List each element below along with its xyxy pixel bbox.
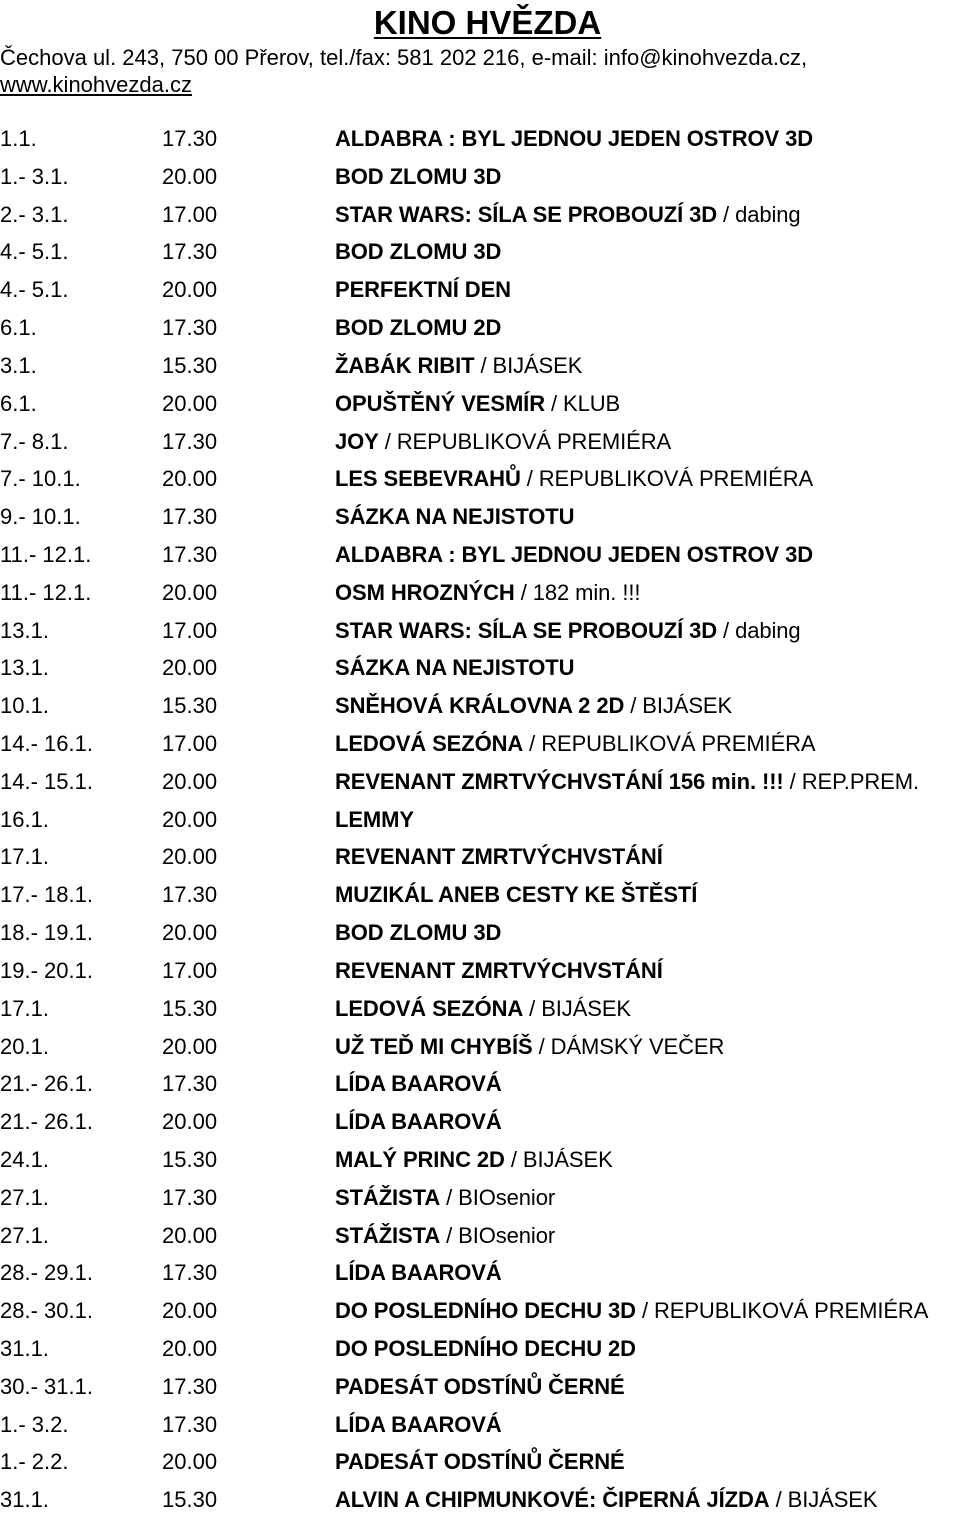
schedule-row bbox=[0, 1368, 960, 1406]
screening-time: 20.00 bbox=[162, 768, 218, 794]
film-note: / BIOsenior bbox=[440, 1222, 556, 1248]
film-title: PADESÁT ODSTÍNŮ ČERNÉ bbox=[335, 1373, 625, 1399]
screening-time: 20.00 bbox=[162, 163, 218, 189]
screening-time: 17.00 bbox=[162, 201, 218, 227]
film-entry bbox=[335, 1406, 502, 1443]
schedule-row bbox=[0, 1481, 960, 1519]
schedule-row bbox=[0, 1065, 960, 1103]
screening-date: 1.1. bbox=[0, 126, 37, 151]
screening-date: 20.1. bbox=[0, 1033, 49, 1059]
schedule-row bbox=[0, 1406, 960, 1444]
film-title: BOD ZLOMU 3D bbox=[335, 239, 502, 265]
film-title: ALDABRA : BYL JEDNOU JEDEN OSTROV 3D bbox=[335, 126, 814, 151]
film-entry bbox=[335, 914, 501, 951]
schedule-row bbox=[0, 233, 960, 271]
screening-time: 17.00 bbox=[162, 731, 218, 756]
screening-time: 17.00 bbox=[162, 617, 218, 643]
film-title: SÁZKA NA NEJISTOTU bbox=[335, 655, 575, 681]
film-note: / BIJÁSEK bbox=[474, 352, 583, 378]
film-entry bbox=[335, 347, 582, 384]
screening-time: 15.30 bbox=[162, 693, 218, 719]
film-note: / REPUBLIKOVÁ PREMIÉRA bbox=[635, 1298, 929, 1324]
schedule-row bbox=[0, 1254, 960, 1292]
schedule-row bbox=[0, 990, 960, 1028]
screening-time: 17.30 bbox=[162, 1373, 218, 1399]
film-entry bbox=[335, 1179, 555, 1216]
screening-date: 31.1. bbox=[0, 1336, 49, 1361]
film-title: REVENANT ZMRTVÝCHVSTÁNÍ 156 min. !!! bbox=[335, 768, 784, 794]
film-title: LÍDA BAAROVÁ bbox=[335, 1260, 502, 1286]
screening-date: 21.- 26.1. bbox=[0, 1071, 93, 1097]
film-title: PADESÁT ODSTÍNŮ ČERNÉ bbox=[335, 1449, 625, 1475]
film-title: REVENANT ZMRTVÝCHVSTÁNÍ bbox=[335, 844, 663, 870]
schedule-row bbox=[0, 196, 960, 234]
film-entry bbox=[335, 1103, 502, 1140]
screening-time: 20.00 bbox=[162, 920, 218, 946]
film-note: / REPUBLIKOVÁ PREMIÉRA bbox=[520, 466, 814, 492]
film-entry bbox=[335, 801, 414, 838]
schedule-row bbox=[0, 536, 960, 574]
screening-date: 24.1. bbox=[0, 1146, 49, 1172]
film-title: SNĚHOVÁ KRÁLOVNA 2 2D bbox=[335, 693, 625, 719]
film-note: / 182 min. !!! bbox=[514, 579, 641, 605]
screening-date: 7.- 8.1. bbox=[0, 428, 69, 454]
film-entry bbox=[335, 1481, 877, 1518]
film-note: / REP.PREM. bbox=[783, 768, 919, 794]
film-note: / REPUBLIKOVÁ PREMIÉRA bbox=[523, 731, 816, 756]
screening-time: 17.30 bbox=[162, 1184, 218, 1210]
film-entry bbox=[335, 1254, 502, 1291]
screening-time: 20.00 bbox=[162, 1222, 218, 1248]
screening-time: 20.00 bbox=[162, 655, 218, 681]
film-entry bbox=[335, 763, 919, 800]
screening-time: 20.00 bbox=[162, 806, 218, 832]
screening-time: 17.30 bbox=[162, 1071, 218, 1097]
film-note: / BIJÁSEK bbox=[624, 693, 733, 719]
schedule-row bbox=[0, 763, 960, 801]
screening-time: 15.30 bbox=[162, 995, 218, 1021]
schedule-row bbox=[0, 687, 960, 725]
schedule-row bbox=[0, 649, 960, 687]
screening-date: 4.- 5.1. bbox=[0, 239, 69, 265]
film-note: / dabing bbox=[717, 617, 801, 643]
film-title: ALVIN A CHIPMUNKOVÉ: ČIPERNÁ JÍZDA bbox=[335, 1487, 770, 1513]
screening-date: 2.- 3.1. bbox=[0, 201, 69, 227]
screening-time: 20.00 bbox=[162, 1336, 218, 1361]
film-entry bbox=[335, 1141, 613, 1178]
schedule-row bbox=[0, 271, 960, 309]
screening-date: 19.- 20.1. bbox=[0, 957, 93, 983]
screening-time: 17.30 bbox=[162, 504, 218, 530]
schedule-row bbox=[0, 460, 960, 498]
schedule-row bbox=[0, 423, 960, 461]
film-entry bbox=[335, 233, 501, 270]
film-entry bbox=[335, 271, 511, 308]
screening-time: 20.00 bbox=[162, 277, 218, 303]
film-entry bbox=[335, 952, 663, 989]
film-entry bbox=[335, 1217, 555, 1254]
schedule-row bbox=[0, 838, 960, 876]
film-entry bbox=[335, 649, 574, 686]
film-title: BOD ZLOMU 3D bbox=[335, 920, 502, 946]
film-entry bbox=[335, 1368, 625, 1405]
screening-time: 17.30 bbox=[162, 541, 218, 567]
schedule-row bbox=[0, 1179, 960, 1217]
film-entry bbox=[335, 309, 501, 346]
film-note: / dabing bbox=[717, 201, 801, 227]
screening-date: 1.- 3.1. bbox=[0, 163, 69, 189]
film-entry bbox=[335, 1065, 502, 1102]
screening-date: 11.- 12.1. bbox=[0, 541, 92, 567]
screening-date: 17.1. bbox=[0, 995, 49, 1021]
screening-date: 13.1. bbox=[0, 655, 49, 681]
screening-time: 17.30 bbox=[162, 239, 218, 265]
film-title: DO POSLEDNÍHO DECHU 2D bbox=[335, 1336, 636, 1361]
film-title: REVENANT ZMRTVÝCHVSTÁNÍ bbox=[335, 957, 663, 983]
film-entry bbox=[335, 423, 671, 460]
screening-date: 18.- 19.1. bbox=[0, 920, 93, 946]
schedule-row bbox=[0, 1443, 960, 1481]
schedule-row bbox=[0, 1141, 960, 1179]
film-title: PERFEKTNÍ DEN bbox=[335, 277, 511, 303]
film-title: ALDABRA : BYL JEDNOU JEDEN OSTROV 3D bbox=[335, 541, 814, 567]
screening-time: 17.30 bbox=[162, 882, 218, 908]
screening-date: 21.- 26.1. bbox=[0, 1109, 93, 1135]
screening-time: 17.00 bbox=[162, 957, 218, 983]
screening-time: 20.00 bbox=[162, 466, 218, 492]
website-link[interactable]: www.kinohvezda.cz bbox=[0, 72, 192, 97]
screening-date: 27.1. bbox=[0, 1184, 49, 1210]
screening-time: 17.30 bbox=[162, 126, 218, 151]
screening-date: 16.1. bbox=[0, 806, 49, 832]
screening-date: 30.- 31.1. bbox=[0, 1373, 93, 1399]
film-title: LÍDA BAAROVÁ bbox=[335, 1109, 502, 1135]
screening-date: 27.1. bbox=[0, 1222, 49, 1248]
screening-date: 4.- 5.1. bbox=[0, 277, 69, 303]
schedule-row bbox=[0, 498, 960, 536]
film-title: STAR WARS: SÍLA SE PROBOUZÍ 3D bbox=[335, 201, 718, 227]
film-title: LES SEBEVRAHŮ bbox=[335, 466, 521, 492]
film-title: ŽABÁK RIBIT bbox=[335, 352, 475, 378]
screening-time: 20.00 bbox=[162, 1298, 218, 1324]
film-title: STÁŽISTA bbox=[335, 1222, 441, 1248]
screening-date: 3.1. bbox=[0, 352, 37, 378]
schedule-row bbox=[0, 1330, 960, 1368]
film-entry bbox=[335, 1292, 928, 1329]
page-title: KINO HVĚZDA bbox=[373, 4, 602, 41]
screening-date: 14.- 16.1. bbox=[0, 731, 93, 756]
screening-date: 14.- 15.1. bbox=[0, 768, 93, 794]
schedule-row bbox=[0, 385, 960, 423]
screening-time: 20.00 bbox=[162, 390, 218, 416]
film-entry bbox=[335, 838, 663, 875]
film-title: BOD ZLOMU 3D bbox=[335, 163, 502, 189]
film-entry bbox=[335, 120, 813, 157]
film-note: / BIJÁSEK bbox=[769, 1487, 878, 1513]
screening-date: 17.- 18.1. bbox=[0, 882, 93, 908]
film-title: STÁŽISTA bbox=[335, 1184, 441, 1210]
film-note: / BIOsenior bbox=[440, 1184, 556, 1210]
schedule-row bbox=[0, 612, 960, 650]
schedule-row bbox=[0, 1103, 960, 1141]
film-entry bbox=[335, 725, 816, 762]
schedule-row bbox=[0, 952, 960, 990]
address-line: Čechova ul. 243, 750 00 Přerov, tel./fax: 581 202 216, e-mail: info@kinohvezda.cz, bbox=[0, 45, 808, 70]
schedule-row bbox=[0, 914, 960, 952]
screening-date: 13.1. bbox=[0, 617, 49, 643]
schedule-row bbox=[0, 801, 960, 839]
film-title: LÍDA BAAROVÁ bbox=[335, 1411, 502, 1437]
film-title: MUZIKÁL ANEB CESTY KE ŠTĚSTÍ bbox=[335, 882, 698, 908]
film-title: MALÝ PRINC 2D bbox=[335, 1146, 505, 1172]
schedule-row bbox=[0, 158, 960, 196]
screening-date: 28.- 30.1. bbox=[0, 1298, 93, 1324]
film-title: OPUŠTĚNÝ VESMÍR bbox=[335, 390, 545, 416]
film-entry bbox=[335, 876, 697, 913]
screening-date: 6.1. bbox=[0, 315, 37, 341]
film-entry bbox=[335, 612, 801, 649]
screening-time: 20.00 bbox=[162, 579, 218, 605]
film-note: / BIJÁSEK bbox=[523, 995, 631, 1021]
film-entry bbox=[335, 687, 732, 724]
film-entry bbox=[335, 158, 501, 195]
film-note: / REPUBLIKOVÁ PREMIÉRA bbox=[378, 428, 672, 454]
film-note: / BIJÁSEK bbox=[504, 1146, 613, 1172]
screening-time: 15.30 bbox=[162, 1146, 218, 1172]
screening-date: 9.- 10.1. bbox=[0, 504, 81, 530]
film-entry bbox=[335, 1330, 636, 1367]
schedule-row bbox=[0, 574, 960, 612]
screening-schedule bbox=[0, 120, 960, 1519]
film-entry bbox=[335, 196, 801, 233]
screening-time: 15.30 bbox=[162, 1487, 218, 1513]
screening-date: 7.- 10.1. bbox=[0, 466, 81, 492]
screening-date: 1.- 2.2. bbox=[0, 1449, 69, 1475]
screening-date: 10.1. bbox=[0, 693, 49, 719]
schedule-row bbox=[0, 1217, 960, 1255]
film-title: UŽ TEĎ MI CHYBÍŠ bbox=[335, 1033, 533, 1059]
film-entry bbox=[335, 385, 620, 422]
schedule-row bbox=[0, 1292, 960, 1330]
screening-time: 20.00 bbox=[162, 1109, 218, 1135]
film-title: LEDOVÁ SEZÓNA bbox=[335, 731, 524, 756]
film-entry bbox=[335, 536, 813, 573]
schedule-row bbox=[0, 876, 960, 914]
film-title: BOD ZLOMU 2D bbox=[335, 315, 502, 341]
screening-date: 31.1. bbox=[0, 1487, 49, 1513]
schedule-row bbox=[0, 725, 960, 763]
film-title: LEMMY bbox=[335, 806, 414, 832]
schedule-row bbox=[0, 1028, 960, 1066]
film-entry bbox=[335, 460, 813, 497]
film-entry bbox=[335, 574, 640, 611]
film-entry bbox=[335, 498, 574, 535]
screening-time: 17.30 bbox=[162, 315, 218, 341]
film-entry bbox=[335, 1028, 724, 1065]
film-note: / KLUB bbox=[544, 390, 621, 416]
screening-date: 17.1. bbox=[0, 844, 49, 870]
film-title: STAR WARS: SÍLA SE PROBOUZÍ 3D bbox=[335, 617, 718, 643]
film-title: OSM HROZNÝCH bbox=[335, 579, 515, 605]
film-entry bbox=[335, 1443, 625, 1480]
film-note: / DÁMSKÝ VEČER bbox=[532, 1033, 725, 1059]
film-title: JOY bbox=[335, 428, 379, 454]
film-title: LÍDA BAAROVÁ bbox=[335, 1071, 502, 1097]
schedule-row bbox=[0, 309, 960, 347]
screening-time: 17.30 bbox=[162, 1411, 218, 1437]
screening-time: 15.30 bbox=[162, 352, 218, 378]
screening-time: 20.00 bbox=[162, 1033, 218, 1059]
film-title: LEDOVÁ SEZÓNA bbox=[335, 995, 524, 1021]
screening-date: 1.- 3.2. bbox=[0, 1411, 69, 1437]
schedule-row bbox=[0, 347, 960, 385]
schedule-row bbox=[0, 120, 960, 158]
contact-info bbox=[0, 44, 900, 98]
film-title: SÁZKA NA NEJISTOTU bbox=[335, 504, 575, 530]
film-entry bbox=[335, 990, 631, 1027]
film-title: DO POSLEDNÍHO DECHU 3D bbox=[335, 1298, 636, 1324]
screening-time: 17.30 bbox=[162, 428, 218, 454]
screening-date: 28.- 29.1. bbox=[0, 1260, 93, 1286]
screening-time: 20.00 bbox=[162, 844, 218, 870]
screening-time: 17.30 bbox=[162, 1260, 218, 1286]
screening-time: 20.00 bbox=[162, 1449, 218, 1475]
screening-date: 6.1. bbox=[0, 390, 37, 416]
screening-date: 11.- 12.1. bbox=[0, 579, 92, 605]
